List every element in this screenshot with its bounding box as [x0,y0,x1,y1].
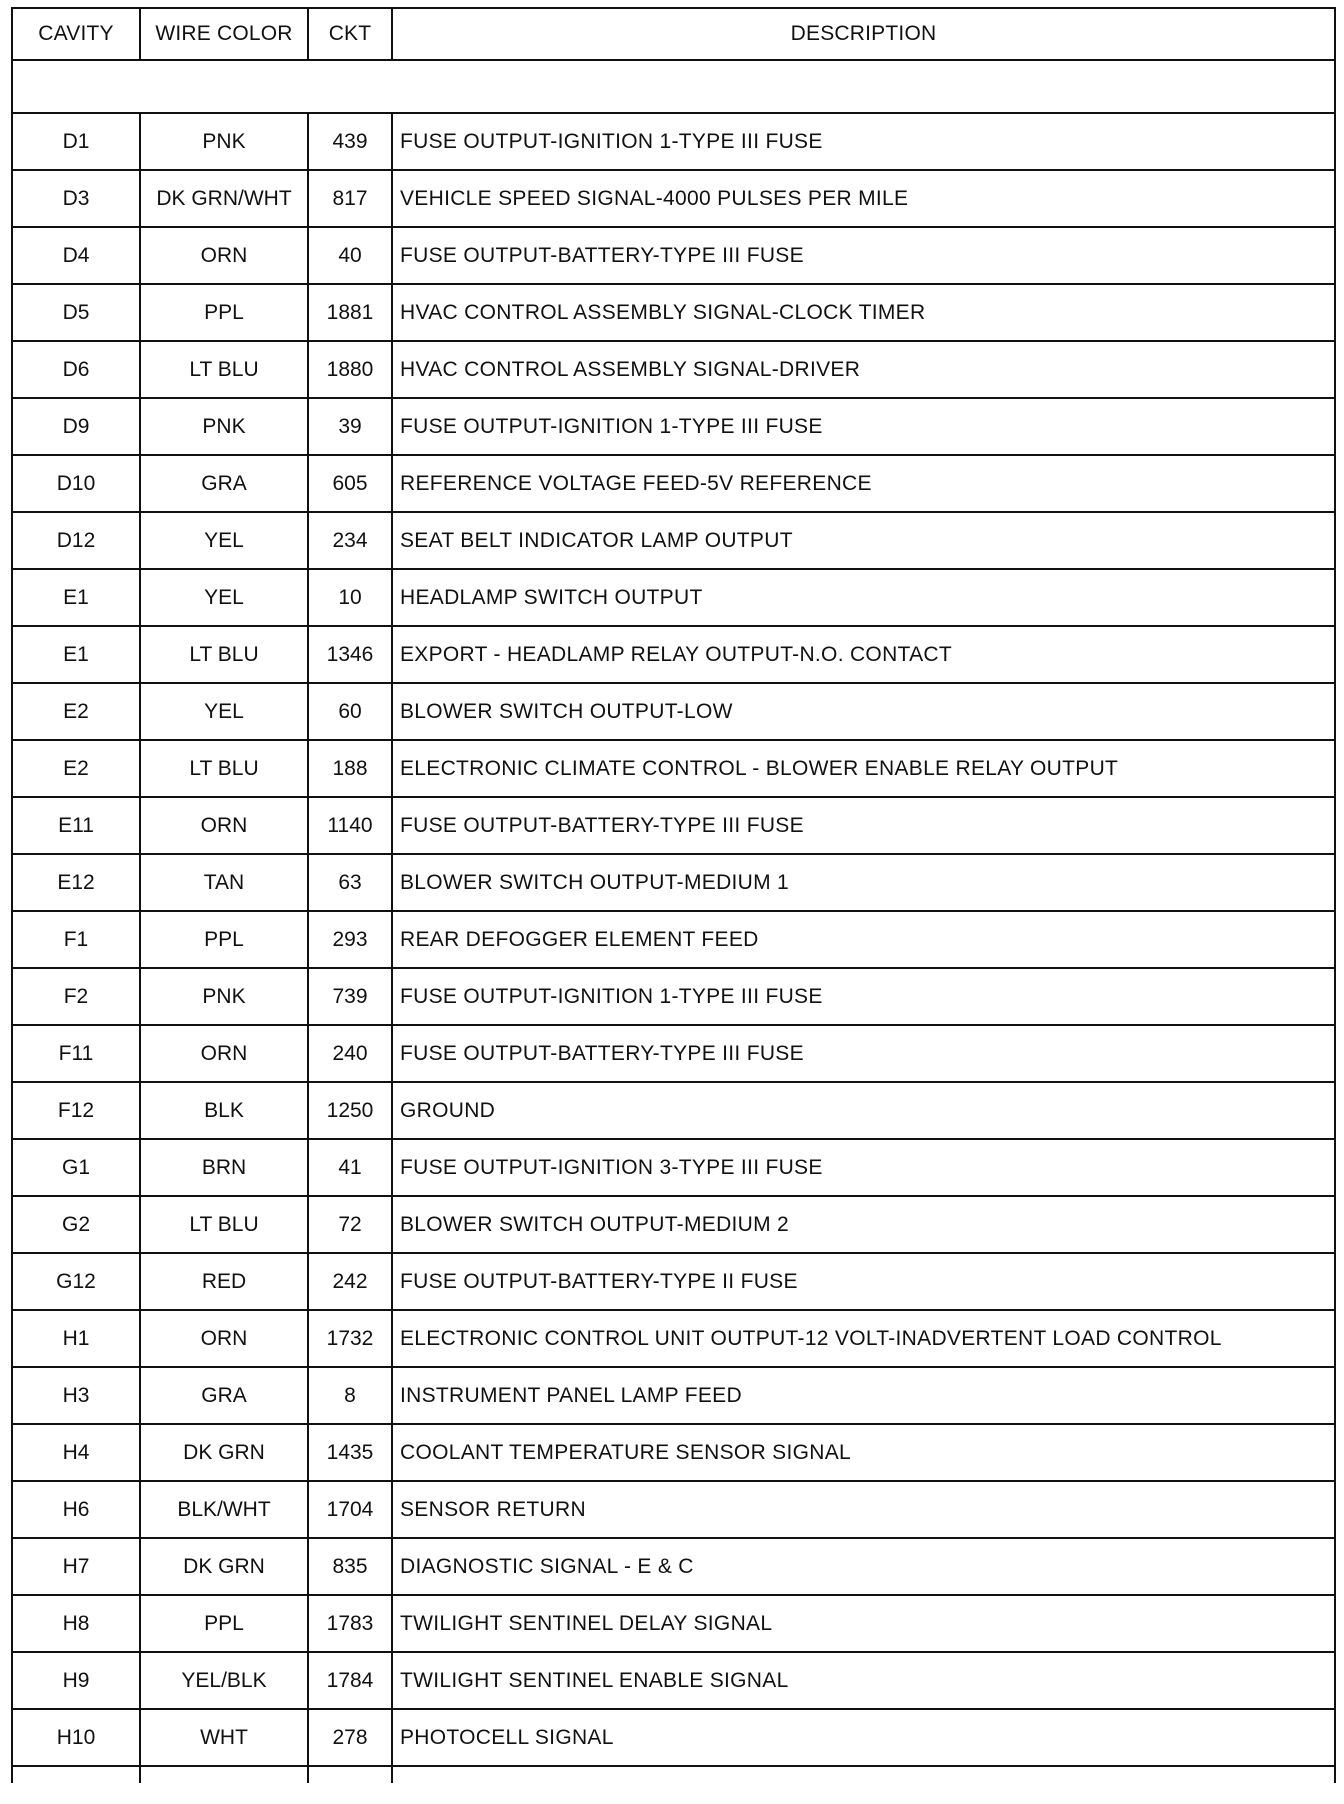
wire-color-cell: BLK [140,1082,308,1139]
wire-color-cell: WHT [140,1709,308,1766]
ckt-cell: 8 [308,1367,392,1424]
ckt-cell: 41 [308,1139,392,1196]
cavity-column-header: CAVITY [12,8,140,60]
wire-color-cell: TAN [140,854,308,911]
table-row [12,683,1335,740]
description-cell: BLOWER SWITCH OUTPUT-MEDIUM 2 [392,1196,1335,1253]
cavity-cell: H1 [12,1310,140,1367]
ckt-cell: 1881 [308,284,392,341]
cavity-cell: E1 [12,569,140,626]
wire-color-cell: PNK [140,968,308,1025]
cavity-cell: H10 [12,1709,140,1766]
table-row [12,512,1335,569]
cavity-cell: F1 [12,911,140,968]
ckt-cell: 234 [308,512,392,569]
table-row [12,911,1335,968]
cavity-cell: H9 [12,1652,140,1709]
table-row [12,740,1335,797]
description-cell: FUSE OUTPUT-BATTERY-TYPE II FUSE [392,1253,1335,1310]
wire-color-cell: PNK [140,398,308,455]
table-row [12,797,1335,854]
wire-color-cell: PPL [140,1595,308,1652]
description-cell: FUSE OUTPUT-IGNITION 1-TYPE III FUSE [392,968,1335,1025]
description-cell: INSTRUMENT PANEL LAMP FEED [392,1367,1335,1424]
wire-color-cell: RED [140,1253,308,1310]
table-row [12,1025,1335,1082]
description-cell: ELECTRONIC CONTROL UNIT OUTPUT-12 VOLT-INADVERTENT LOAD CONTROL [392,1310,1335,1367]
cavity-cell: D10 [12,455,140,512]
ckt-cell: 605 [308,455,392,512]
description-cell: BLOWER SWITCH OUTPUT-LOW [392,683,1335,740]
description-column-header: DESCRIPTION [392,8,1335,60]
wire-color-cell: GRA [140,1367,308,1424]
table-body [12,60,1335,1783]
blank-section-cell [12,60,1335,113]
cavity-cell: G1 [12,1139,140,1196]
wire-color-cell: ORN [140,1310,308,1367]
table-row [12,1310,1335,1367]
continuation-cell [392,1766,1335,1783]
cavity-cell: D5 [12,284,140,341]
description-cell: SEAT BELT INDICATOR LAMP OUTPUT [392,512,1335,569]
table-row [12,170,1335,227]
table-row [12,1367,1335,1424]
table-row [12,854,1335,911]
table-row [12,227,1335,284]
table-row [12,113,1335,170]
ckt-cell: 1250 [308,1082,392,1139]
connector-pinout-table [11,7,1336,1783]
wire-color-cell: BRN [140,1139,308,1196]
description-cell: FUSE OUTPUT-IGNITION 3-TYPE III FUSE [392,1139,1335,1196]
ckt-cell: 72 [308,1196,392,1253]
ckt-cell: 278 [308,1709,392,1766]
description-cell: FUSE OUTPUT-BATTERY-TYPE III FUSE [392,797,1335,854]
wire-color-cell: YEL/BLK [140,1652,308,1709]
table-row [12,1253,1335,1310]
ckt-cell: 293 [308,911,392,968]
wire-color-cell: DK GRN [140,1538,308,1595]
cavity-cell: H6 [12,1481,140,1538]
description-cell: HVAC CONTROL ASSEMBLY SIGNAL-CLOCK TIMER [392,284,1335,341]
table-row [12,1424,1335,1481]
ckt-cell: 60 [308,683,392,740]
cavity-cell: D4 [12,227,140,284]
cavity-cell: E2 [12,683,140,740]
wire-color-cell: ORN [140,1025,308,1082]
ckt-cell: 739 [308,968,392,1025]
description-cell: TWILIGHT SENTINEL ENABLE SIGNAL [392,1652,1335,1709]
wire-color-column-header: WIRE COLOR [140,8,308,60]
wire-color-cell: ORN [140,797,308,854]
cavity-cell: E11 [12,797,140,854]
table-row [12,1139,1335,1196]
ckt-cell: 1732 [308,1310,392,1367]
table-row [12,1538,1335,1595]
ckt-cell: 39 [308,398,392,455]
ckt-cell: 1880 [308,341,392,398]
description-cell: BLOWER SWITCH OUTPUT-MEDIUM 1 [392,854,1335,911]
cavity-cell: E2 [12,740,140,797]
table-row [12,1595,1335,1652]
wire-color-cell: YEL [140,512,308,569]
wire-color-cell: ORN [140,227,308,284]
ckt-cell: 1704 [308,1481,392,1538]
description-cell: HVAC CONTROL ASSEMBLY SIGNAL-DRIVER [392,341,1335,398]
ckt-cell: 40 [308,227,392,284]
cavity-cell: D9 [12,398,140,455]
ckt-cell: 1784 [308,1652,392,1709]
wire-color-cell: LT BLU [140,1196,308,1253]
description-cell: REFERENCE VOLTAGE FEED-5V REFERENCE [392,455,1335,512]
wire-color-cell: YEL [140,569,308,626]
ckt-cell: 188 [308,740,392,797]
table-row [12,341,1335,398]
description-cell: FUSE OUTPUT-BATTERY-TYPE III FUSE [392,227,1335,284]
cavity-cell: H3 [12,1367,140,1424]
cavity-cell: D12 [12,512,140,569]
wire-color-cell: BLK/WHT [140,1481,308,1538]
table-row [12,455,1335,512]
continuation-cell [308,1766,392,1783]
description-cell: DIAGNOSTIC SIGNAL - E & C [392,1538,1335,1595]
wire-color-cell: LT BLU [140,740,308,797]
description-cell: FUSE OUTPUT-BATTERY-TYPE III FUSE [392,1025,1335,1082]
ckt-cell: 439 [308,113,392,170]
wire-color-cell: LT BLU [140,626,308,683]
description-cell: ELECTRONIC CLIMATE CONTROL - BLOWER ENABLE RELAY OUTPUT [392,740,1335,797]
wire-color-cell: DK GRN/WHT [140,170,308,227]
ckt-cell: 242 [308,1253,392,1310]
header-row [12,8,1335,60]
cavity-cell: G12 [12,1253,140,1310]
table-row [12,626,1335,683]
description-cell: HEADLAMP SWITCH OUTPUT [392,569,1335,626]
description-cell: VEHICLE SPEED SIGNAL-4000 PULSES PER MILE [392,170,1335,227]
description-cell: REAR DEFOGGER ELEMENT FEED [392,911,1335,968]
ckt-cell: 63 [308,854,392,911]
table-row [12,1196,1335,1253]
cavity-cell: F2 [12,968,140,1025]
table-row [12,968,1335,1025]
wire-color-cell: PNK [140,113,308,170]
ckt-cell: 1435 [308,1424,392,1481]
table-row [12,569,1335,626]
cavity-cell: D3 [12,170,140,227]
cavity-cell: D6 [12,341,140,398]
wire-color-cell: PPL [140,911,308,968]
cavity-cell: H8 [12,1595,140,1652]
cavity-cell: E1 [12,626,140,683]
ckt-cell: 835 [308,1538,392,1595]
blank-section-row [12,60,1335,113]
ckt-cell: 1783 [308,1595,392,1652]
wire-color-cell: LT BLU [140,341,308,398]
table-continuation-row [12,1766,1335,1783]
description-cell: EXPORT - HEADLAMP RELAY OUTPUT-N.O. CONTACT [392,626,1335,683]
table-row [12,1481,1335,1538]
continuation-cell [12,1766,140,1783]
continuation-cell [140,1766,308,1783]
cavity-cell: F12 [12,1082,140,1139]
description-cell: FUSE OUTPUT-IGNITION 1-TYPE III FUSE [392,398,1335,455]
table-row [12,1709,1335,1766]
description-cell: FUSE OUTPUT-IGNITION 1-TYPE III FUSE [392,113,1335,170]
ckt-cell: 240 [308,1025,392,1082]
table-row [12,398,1335,455]
wire-color-cell: GRA [140,455,308,512]
table-row [12,284,1335,341]
cavity-cell: E12 [12,854,140,911]
cavity-cell: F11 [12,1025,140,1082]
table-row [12,1082,1335,1139]
description-cell: TWILIGHT SENTINEL DELAY SIGNAL [392,1595,1335,1652]
ckt-column-header: CKT [308,8,392,60]
description-cell: GROUND [392,1082,1335,1139]
table-row [12,1652,1335,1709]
cavity-cell: H7 [12,1538,140,1595]
wire-color-cell: DK GRN [140,1424,308,1481]
cavity-cell: G2 [12,1196,140,1253]
cavity-cell: H4 [12,1424,140,1481]
ckt-cell: 1140 [308,797,392,854]
description-cell: COOLANT TEMPERATURE SENSOR SIGNAL [392,1424,1335,1481]
wire-color-cell: YEL [140,683,308,740]
description-cell: SENSOR RETURN [392,1481,1335,1538]
ckt-cell: 817 [308,170,392,227]
ckt-cell: 10 [308,569,392,626]
cavity-cell: D1 [12,113,140,170]
description-cell: PHOTOCELL SIGNAL [392,1709,1335,1766]
ckt-cell: 1346 [308,626,392,683]
wire-color-cell: PPL [140,284,308,341]
